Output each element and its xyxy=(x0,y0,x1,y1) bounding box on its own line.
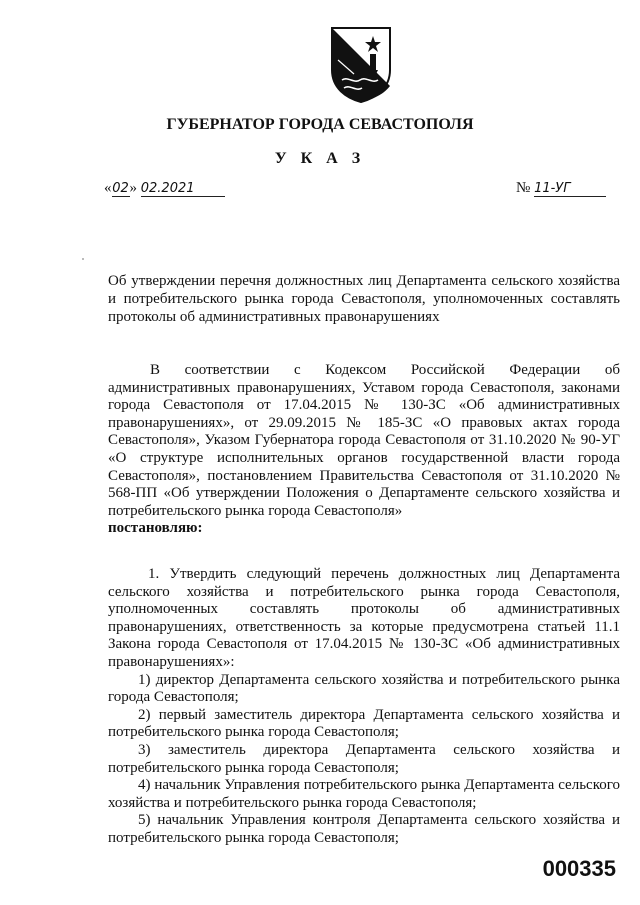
issuing-authority: ГУБЕРНАТОР ГОРОДА СЕВАСТОПОЛЯ xyxy=(166,116,474,133)
date-month-year: 02.2021 xyxy=(141,182,225,197)
number-sign: № xyxy=(516,180,531,196)
list-item: 4) начальник Управления потребительского рынка Департамента сельского хозяйства и потребительского рынка города Севастополя; xyxy=(108,777,620,811)
number-value: 11-УГ xyxy=(534,182,606,197)
list-item: 1) директор Департамента сельского хозяйства и потребительского рынка города Севастополя; xyxy=(108,671,620,706)
decree-points xyxy=(108,566,620,848)
date-day: 02 xyxy=(112,181,129,196)
preamble-text: В соответствии с Кодексом Российской Федерации об административных правонарушениях, Уставом города Севастополя, законами города Севастополя от 17.04.2015 № 130-ЗС «Об административных правонарушениях», от 29.09.2015 № 185-ЗС «О правовых актах города Севастополя», Указом Губернатора города Севастополя от 31.10.2020 № 90-УГ «О структуре исполнительных органов государственной власти города Севастополя», постановлением Правительства Севастополя от 31.10.2020 № 568-ПП «Об утверждении Положения о Департаменте сельского хозяйства и потребительского рынка города Севастополя» xyxy=(108,362,620,519)
decree-word: постановляю: xyxy=(108,520,203,537)
document-title: Об утверждении перечня должностных лиц Департамента сельского хозяйства и потребительского рынка города Севастополя, уполномоченных составлять протоколы об административных правонарушениях xyxy=(108,273,620,325)
document-type: У К А З xyxy=(274,150,366,167)
coat-of-arms-icon xyxy=(328,24,394,104)
list-item: 5) начальник Управления контроля Департамента сельского хозяйства и потребительского рынка города Севастополя; xyxy=(108,812,620,846)
date-open-quote: « xyxy=(104,180,112,196)
form-serial-number: 000335 xyxy=(542,856,616,881)
list-item: 3) заместитель директора Департамента сельского хозяйства и потребительского рынка города Севастополя; xyxy=(108,741,620,776)
document-number xyxy=(516,180,606,197)
point-1: 1. Утвердить следующий перечень должностных лиц Департамента сельского хозяйства и потребительского рынка города Севастополя, уполномоченных составлять протоколы об административных правонарушениях, ответственность за которые предусмотрена статьей 11.1 Закона города Севастополя от 17.04.2015 № 130-ЗС «Об административных правонарушениях»: xyxy=(108,566,620,670)
preamble xyxy=(108,362,620,538)
document-date xyxy=(104,180,225,197)
list-item: 2) первый заместитель директора Департамента сельского хозяйства и потребительского рынка города Севастополя; xyxy=(108,706,620,741)
date-close-quote: » xyxy=(129,180,137,196)
margin-mark xyxy=(82,258,84,260)
